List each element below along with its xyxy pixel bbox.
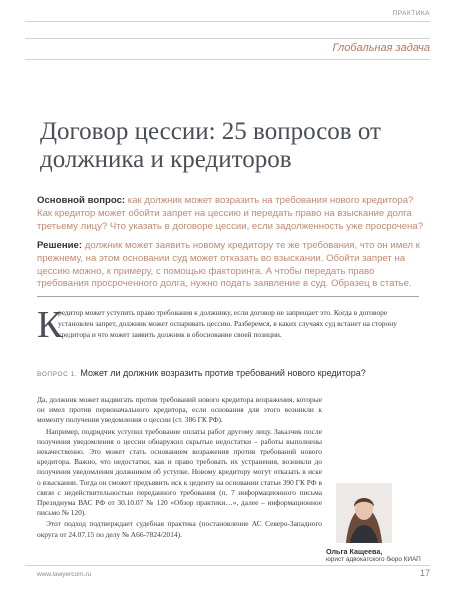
author-photo — [336, 483, 392, 543]
solution-label: Решение: — [37, 240, 83, 251]
section-label: ПРАКТИКА — [392, 10, 430, 17]
page-number: 17 — [419, 568, 430, 578]
body-paragraph: Этот подход подтверждает судебная практика (постановление АС Северо-Западного округа от 24.07.15 по делу № А66-7824/2014). — [37, 519, 322, 539]
main-question — [37, 195, 427, 233]
site-url: www.lawyercom.ru — [37, 571, 92, 578]
header-rule — [25, 21, 430, 22]
author-portrait-icon — [336, 483, 392, 543]
footer-rule — [25, 565, 430, 566]
main-question-text: как должник может возразить на требования нового кредитора? Как кредитор может обойти запрет на цессию и передать право на взыскание долга третьему лицу? Что указать в договоре цессии, если задолженность уже просрочена? — [37, 195, 424, 232]
author-role: юрист адвокатского бюро КИАП — [326, 556, 421, 563]
header-rule-2 — [25, 38, 430, 39]
section-divider — [37, 296, 419, 297]
question-title: Может ли должник возразить против требований нового кредитора? — [80, 368, 366, 378]
question-number: ВОПРОС 1. — [37, 371, 78, 378]
subsection-title: Глобальная задача — [332, 42, 430, 54]
solution-text: должник может заявить новому кредитору те же требования, что он имел к прежнему, на этом основании суд может отказать во взыскании. Обойти запрет на цессию можно, к примеру, с помощью факторинга. А чтобы передать право требования просроченного долга, нужно подать заявление в суд. Образец в статье. — [37, 240, 420, 290]
solution — [37, 240, 427, 291]
question-heading — [37, 368, 417, 381]
body-paragraph: Например, подрядчик уступил требование оплаты работ другому лицу. Заказчик после получения уведомления о цессии обнаружил скрытые недостатки – работы выполнены некачественно. Это может стать основанием возражения против требований нового кредитора. Важно, что недостатки, как и право требовать их устранения, возникли до получения уведомления должником об уступке. Новому кредитору могут отказать в иске о взыскании. Тогда он сможет предъявить иск к цеденту на основании статьи 390 ГК РФ в связи с недействительностью переданного требования (п. 7 информационного письма Президиума ВАС РФ от 30.10.07 № 120 «Обзор практики…», далее – информационное письмо № 120). — [37, 426, 322, 518]
body-paragraph: Да, должник может выдвигать против требований нового кредитора возражения, которые он имел против первоначального кредитора, если основания для этого возникли к моменту получения уведомления о цессии (ст. 386 ГК РФ). — [37, 395, 322, 425]
main-question-label: Основной вопрос: — [37, 195, 126, 206]
article-title: Договор цессии: 25 вопросов от должника и кредиторов — [40, 118, 381, 173]
article-body — [37, 395, 322, 541]
intro-paragraph: редитор может уступить право требования к должнику, если договор не запрещает это. Когда в договоре установлен запрет, должник может оспаривать цессию. Разберемся, в каких случаях суд встанет на сторону кредитора и что может заявить должник в обоснование своей позиции. — [58, 308, 397, 339]
drop-cap: К — [37, 304, 63, 346]
header-rule-3 — [25, 59, 430, 60]
author-name: Ольга Кащеева, — [326, 547, 383, 556]
